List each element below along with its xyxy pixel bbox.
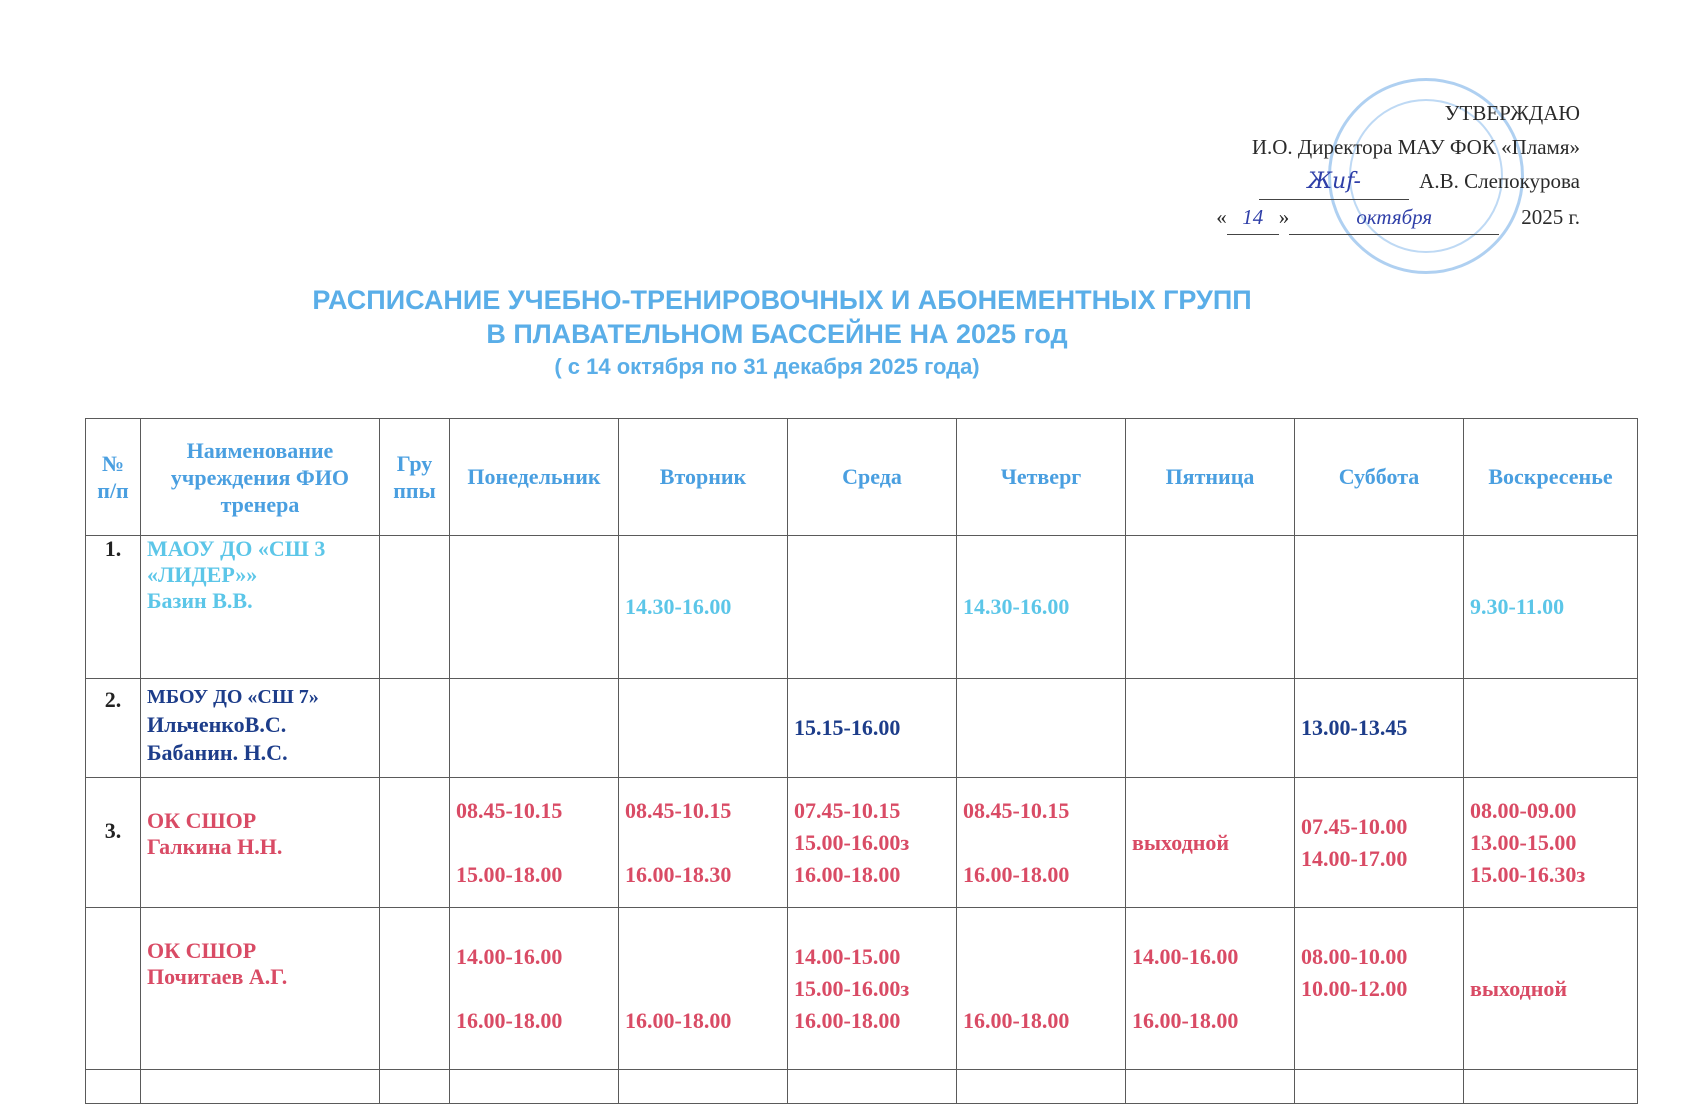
date-open-quote: «	[1216, 205, 1227, 229]
title-period: ( с 14 октября по 31 декабря 2025 года)	[554, 354, 980, 379]
row-number: 1.	[86, 536, 141, 679]
tuesday-cell: 14.30-16.00	[619, 536, 788, 679]
header-sunday: Воскресенье	[1464, 419, 1638, 536]
date-year: 2025 г.	[1521, 205, 1580, 229]
friday-cell	[1126, 536, 1295, 679]
header-institution: Наименование учреждения ФИО тренера	[141, 419, 380, 536]
approval-signature-line	[1180, 164, 1580, 200]
wednesday-cell: 14.00-15.00 15.00-16.00з 16.00-18.00	[788, 908, 957, 1070]
sunday-cell	[1464, 679, 1638, 778]
date-day: 14	[1227, 200, 1279, 235]
thursday-cell	[957, 679, 1126, 778]
empty-cell	[957, 1070, 1126, 1104]
monday-cell: 08.45-10.15 15.00-18.00	[450, 778, 619, 908]
institution-cell	[141, 679, 380, 778]
coach-name: Галкина Н.Н.	[147, 834, 283, 859]
approval-heading: УТВЕРЖДАЮ	[1444, 101, 1580, 125]
table-row	[86, 778, 1638, 908]
row-number: 2.	[86, 679, 141, 778]
table-row	[86, 536, 1638, 679]
institution-name: ОК СШОР	[147, 808, 257, 833]
header-tuesday: Вторник	[619, 419, 788, 536]
header-thursday: Четверг	[957, 419, 1126, 536]
empty-cell	[450, 1070, 619, 1104]
groups-cell	[380, 536, 450, 679]
table-row-empty	[86, 1070, 1638, 1104]
thursday-cell: 08.45-10.15 16.00-18.00	[957, 778, 1126, 908]
friday-cell	[1126, 679, 1295, 778]
empty-cell	[1464, 1070, 1638, 1104]
coach-name: ИльченкоВ.С.	[147, 712, 287, 737]
groups-cell	[380, 679, 450, 778]
approval-date	[1180, 200, 1580, 235]
wednesday-cell: 07.45-10.15 15.00-16.00з 16.00-18.00	[788, 778, 957, 908]
approval-block	[1180, 96, 1580, 235]
sunday-cell: 9.30-11.00	[1464, 536, 1638, 679]
empty-cell	[380, 1070, 450, 1104]
row-number: 3.	[86, 778, 141, 908]
header-wednesday: Среда	[788, 419, 957, 536]
sunday-cell: выходной	[1464, 908, 1638, 1070]
approval-position: И.О. Директора МАУ ФОК «Пламя»	[1251, 135, 1580, 159]
tuesday-cell	[619, 679, 788, 778]
row-number	[86, 908, 141, 1070]
header-number: № п/п	[86, 419, 141, 536]
empty-cell	[619, 1070, 788, 1104]
title-line-1: РАСПИСАНИЕ УЧЕБНО-ТРЕНИРОВОЧНЫХ И АБОНЕМЕНТНЫХ ГРУПП	[312, 285, 1252, 315]
approval-signer: А.В. Слепокурова	[1419, 169, 1580, 193]
institution-name: МАОУ ДО «СШ 3 «ЛИДЕР»»	[147, 536, 326, 587]
coach-name: Базин В.В.	[147, 588, 253, 613]
monday-cell	[450, 536, 619, 679]
empty-cell	[86, 1070, 141, 1104]
header-saturday: Суббота	[1295, 419, 1464, 536]
table-row	[86, 908, 1638, 1070]
title-line-2: В ПЛАВАТЕЛЬНОМ БАССЕЙНЕ НА 2025 год	[486, 319, 1068, 349]
saturday-cell: 08.00-10.00 10.00-12.00	[1295, 908, 1464, 1070]
institution-cell	[141, 778, 380, 908]
tuesday-cell: 16.00-18.00	[619, 908, 788, 1070]
institution-name: ОК СШОР	[147, 938, 257, 963]
date-close-quote: »	[1278, 205, 1290, 229]
groups-cell	[380, 908, 450, 1070]
groups-cell	[380, 778, 450, 908]
header-groups: Гру ппы	[380, 419, 450, 536]
wednesday-cell	[788, 536, 957, 679]
header-monday: Понедельник	[450, 419, 619, 536]
wednesday-cell: 15.15-16.00	[788, 679, 957, 778]
coach-name: Почитаев А.Г.	[147, 964, 288, 989]
institution-cell	[141, 908, 380, 1070]
thursday-cell: 14.30-16.00	[957, 536, 1126, 679]
saturday-cell: 07.45-10.00 14.00-17.00	[1295, 778, 1464, 908]
empty-cell	[141, 1070, 380, 1104]
monday-cell	[450, 679, 619, 778]
tuesday-cell: 08.45-10.15 16.00-18.30	[619, 778, 788, 908]
thursday-cell: 16.00-18.00	[957, 908, 1126, 1070]
saturday-cell: 13.00-13.45	[1295, 679, 1464, 778]
coach-name-2: Бабанин. Н.С.	[147, 740, 288, 765]
friday-cell: выходной	[1126, 778, 1295, 908]
empty-cell	[1126, 1070, 1295, 1104]
sunday-cell: 08.00-09.00 13.00-15.00 15.00-16.30з	[1464, 778, 1638, 908]
table-row	[86, 679, 1638, 778]
header-friday: Пятница	[1126, 419, 1295, 536]
document-title	[0, 283, 1684, 383]
empty-cell	[788, 1070, 957, 1104]
monday-cell: 14.00-16.00 16.00-18.00	[450, 908, 619, 1070]
header-row	[86, 419, 1638, 536]
empty-cell	[1295, 1070, 1464, 1104]
institution-cell	[141, 536, 380, 679]
friday-cell: 14.00-16.00 16.00-18.00	[1126, 908, 1295, 1070]
schedule-table	[85, 418, 1638, 1104]
date-month: октября	[1289, 200, 1499, 235]
institution-name: МБОУ ДО «СШ 7»	[147, 686, 319, 708]
saturday-cell	[1295, 536, 1464, 679]
handwritten-signature: Жиf-	[1259, 165, 1409, 200]
